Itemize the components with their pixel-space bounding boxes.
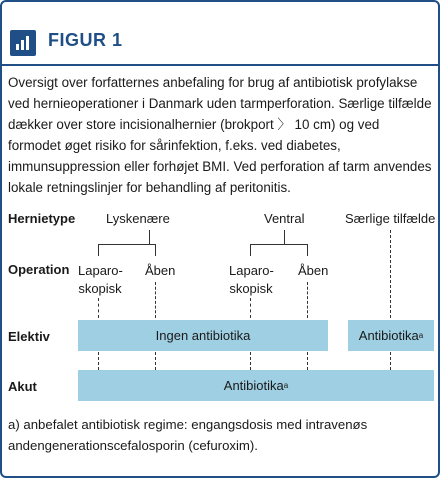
footnote: a) anbefalet antibiotisk regime: engangsdosis med intravenøs andengenerationscefalosporin (cefuroxim). — [8, 417, 368, 453]
operation-laparoskopisk-1 — [78, 262, 122, 298]
bar-elektiv-special-label: Antibiotika — [358, 328, 419, 343]
operation-laparoskopisk-2 — [229, 262, 273, 298]
figure-title: FIGUR 1 — [48, 30, 123, 50]
operation-laparoskopisk-2-line2: skopisk — [229, 281, 273, 296]
bracket-right-ventral — [307, 244, 308, 256]
row-label-elektiv: Elektiv — [8, 329, 50, 344]
bar-chart-icon — [10, 30, 36, 56]
dashed-connector — [250, 352, 251, 370]
hernia-type-lyskenaere: Lyskenære — [106, 211, 170, 226]
bracket-stem-lyskenaere — [149, 230, 150, 244]
dashed-connector — [98, 298, 99, 318]
dashed-connector — [390, 230, 391, 318]
row-label-operation: Operation — [8, 262, 70, 277]
dashed-connector — [155, 352, 156, 370]
dashed-connector — [390, 352, 391, 370]
figure-header — [2, 24, 438, 64]
bracket-bar-lyskenaere — [98, 244, 156, 245]
footnote-marker: a — [418, 331, 424, 340]
bar-akut-antibiotika — [78, 370, 434, 401]
row-label-akut: Akut — [8, 379, 37, 394]
bar-akut-label: Antibiotika — [223, 378, 284, 393]
figure-caption: Oversigt over forfatternes anbefaling for brug af antibiotisk profylakse ved hernieoperationer i Danmark uden tarmperforation. Særlige tilfælde dækker over store incisionalhernier (brokport 〉 10 cm) og ved formodet øget risiko for sårinfektion, f.eks. ved diabetes, immunsuppression eller forhøjet BMI. Ved perforation af tarm anvendes lokale retningslinjer for behandling af peritonitis. — [8, 75, 432, 195]
bar-elektiv-antibiotika — [348, 320, 434, 351]
operation-laparoskopisk-1-line2: skopisk — [78, 281, 122, 296]
operation-aaben-2: Åben — [298, 263, 329, 278]
footnote-marker: a — [283, 381, 289, 390]
bar-elektiv-ingen-antibiotika — [78, 320, 328, 351]
row-label-hernietype: Hernietype — [8, 211, 76, 226]
hernia-type-ventral: Ventral — [264, 211, 305, 226]
bracket-stem-ventral — [284, 230, 285, 244]
operation-laparoskopisk-2-line1: Laparo- — [229, 263, 274, 278]
bracket-left-ventral — [250, 244, 251, 256]
dashed-connector — [307, 352, 308, 370]
operation-aaben-1: Åben — [145, 263, 176, 278]
header-rule — [2, 64, 438, 66]
operation-laparoskopisk-1-line1: Laparo- — [78, 263, 123, 278]
hernia-type-saerlige: Særlige tilfælde — [345, 211, 436, 226]
dashed-connector — [307, 282, 308, 318]
dashed-connector — [155, 282, 156, 318]
bracket-left-lyskenaere — [98, 244, 99, 256]
bracket-right-lyskenaere — [155, 244, 156, 256]
bracket-bar-ventral — [250, 244, 308, 245]
dashed-connector — [98, 352, 99, 370]
dashed-connector — [250, 298, 251, 318]
bar-elektiv-main-label: Ingen antibiotika — [155, 328, 251, 343]
